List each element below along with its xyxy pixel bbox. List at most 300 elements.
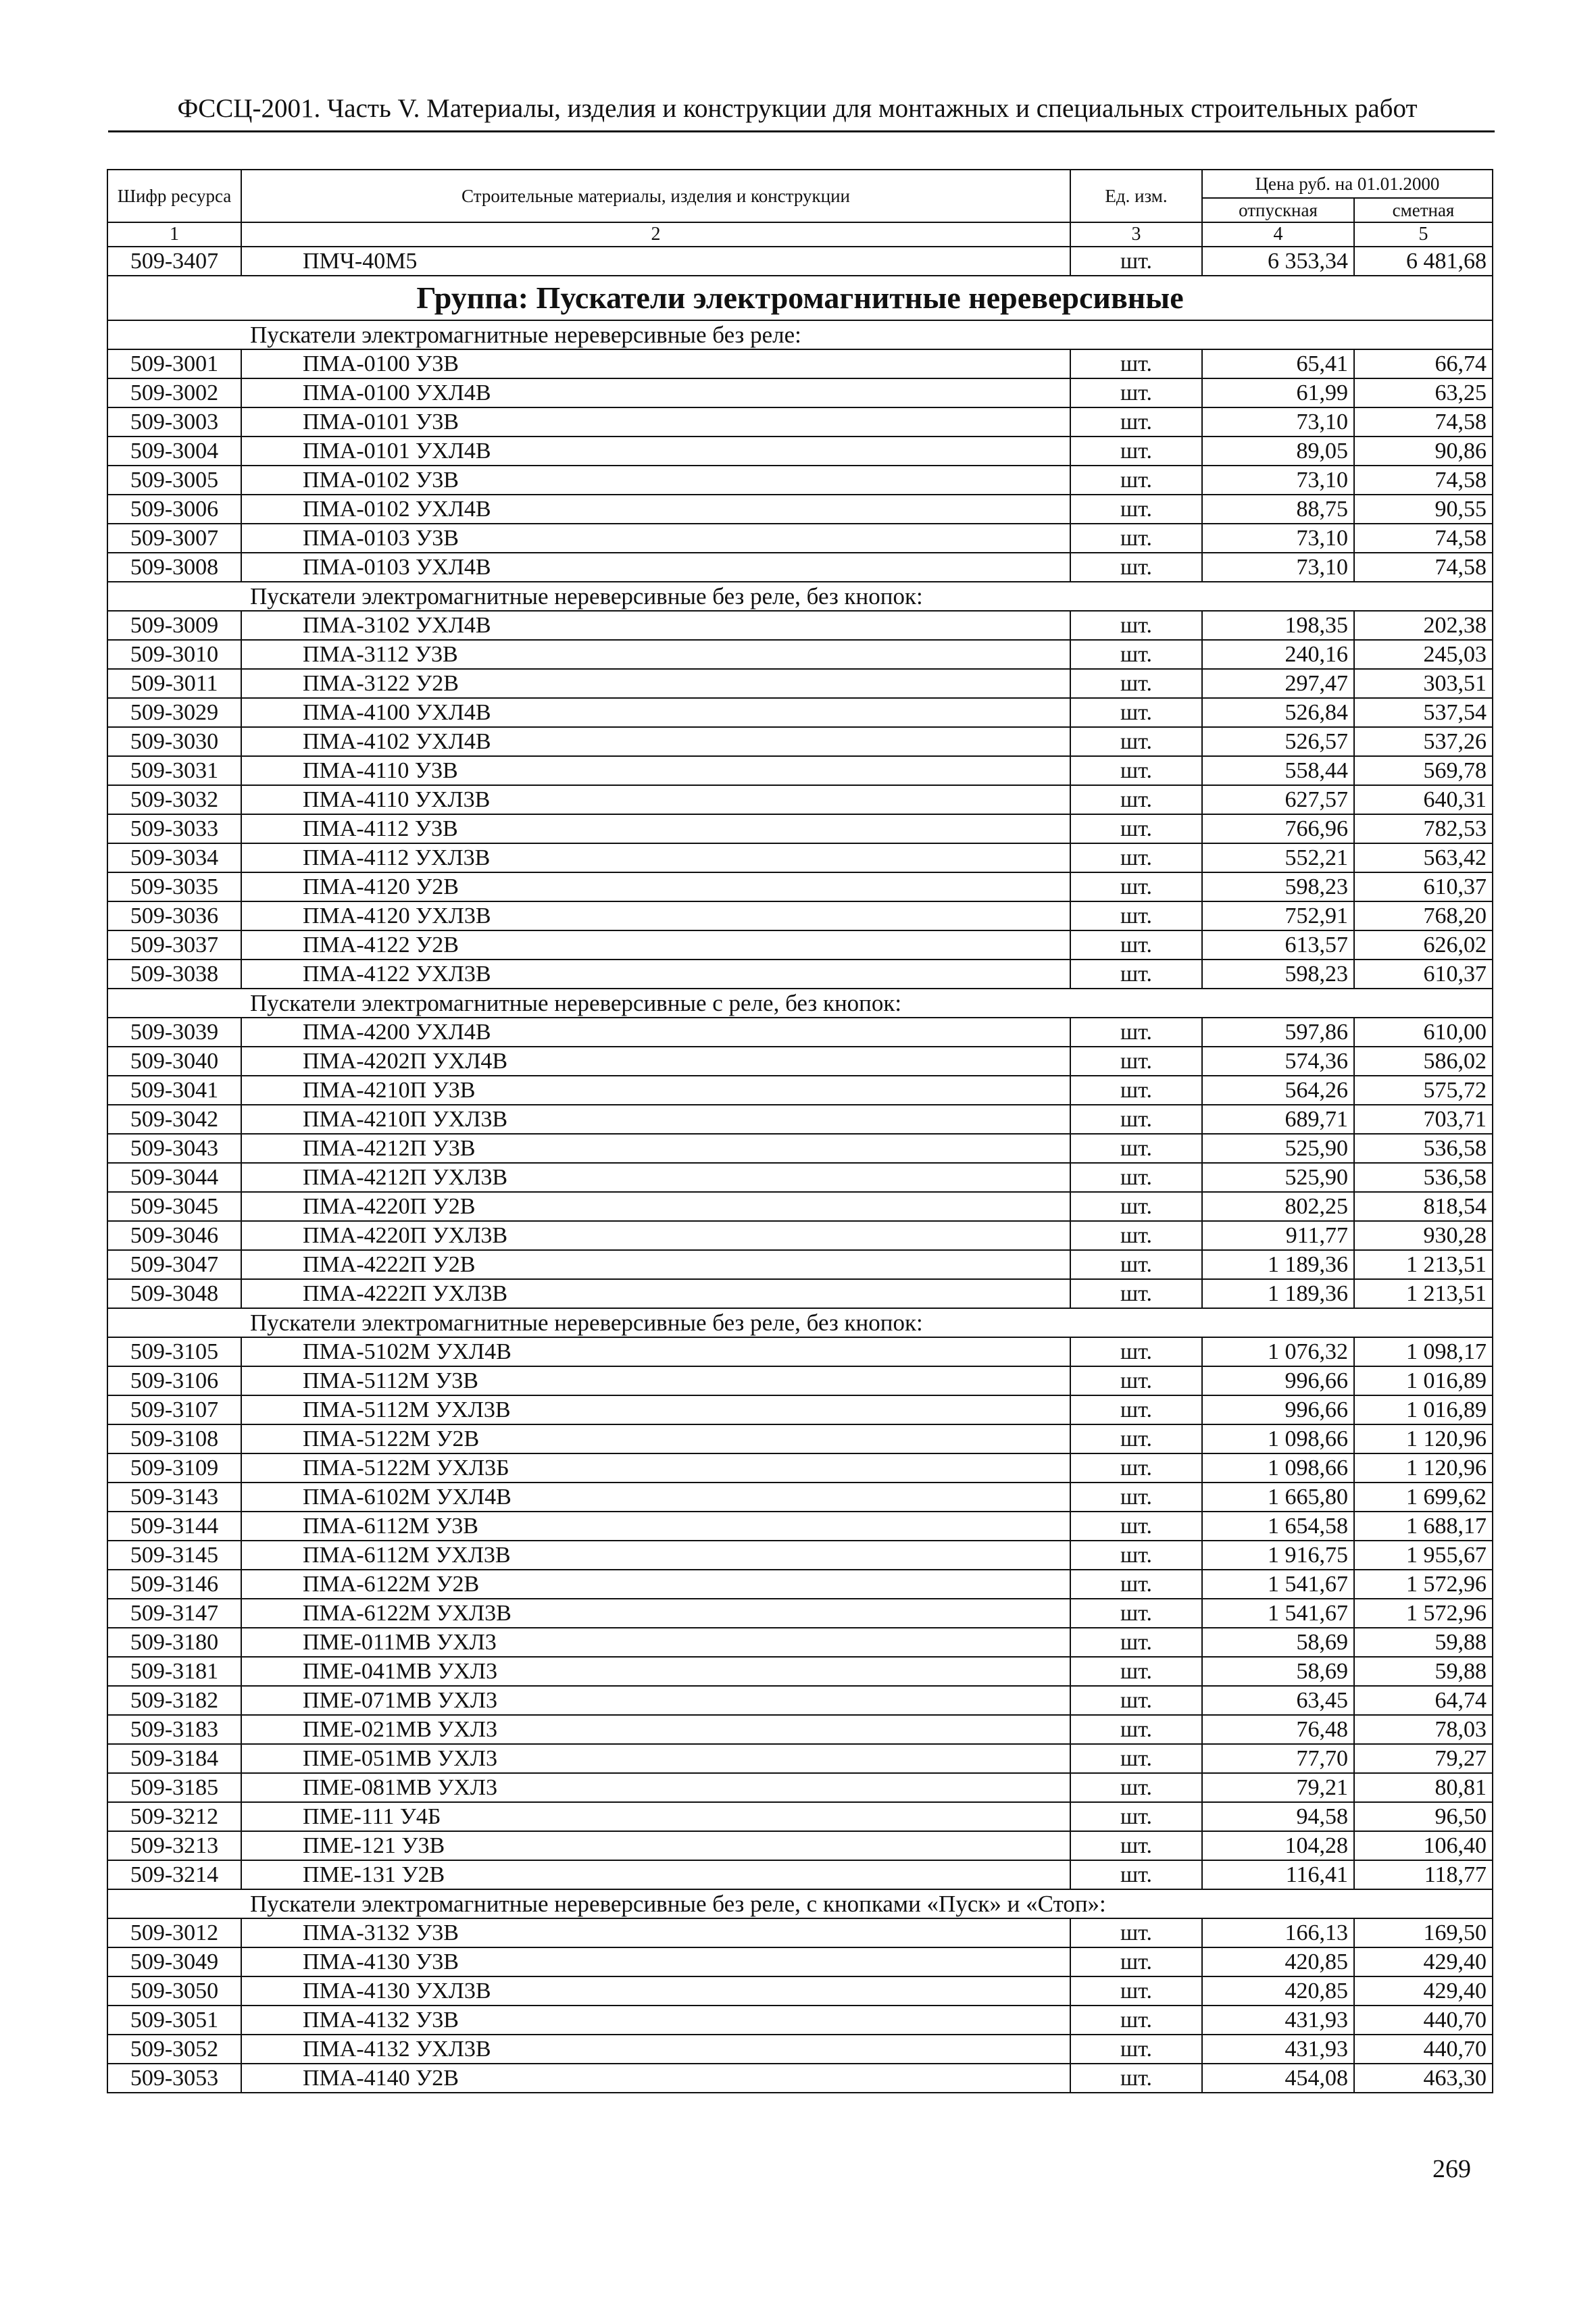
resource-code: 509-3009 xyxy=(107,611,241,640)
material-name: ПМА-4110 УХЛ3В xyxy=(241,785,1070,814)
table-row xyxy=(107,1918,1493,1947)
release-price: 1 189,36 xyxy=(1202,1279,1354,1308)
table-row xyxy=(107,785,1493,814)
unit: шт. xyxy=(1070,901,1202,930)
resource-code: 509-3002 xyxy=(107,378,241,407)
table-row xyxy=(107,930,1493,960)
unit: шт. xyxy=(1070,495,1202,524)
release-price: 79,21 xyxy=(1202,1773,1354,1802)
resource-code: 509-3144 xyxy=(107,1512,241,1541)
material-name: ПМА-4102 УХЛ4В xyxy=(241,727,1070,756)
release-price: 574,36 xyxy=(1202,1047,1354,1076)
unit: шт. xyxy=(1070,1453,1202,1483)
estimate-price: 1 213,51 xyxy=(1354,1250,1493,1279)
estimate-price: 537,26 xyxy=(1354,727,1493,756)
unit: шт. xyxy=(1070,1483,1202,1512)
material-name: ПМА-4120 УХЛ3В xyxy=(241,901,1070,930)
table-row xyxy=(107,1279,1493,1308)
material-name: ПМА-4132 У3В xyxy=(241,2006,1070,2035)
release-price: 65,41 xyxy=(1202,349,1354,378)
estimate-price: 1 572,96 xyxy=(1354,1599,1493,1628)
unit: шт. xyxy=(1070,1221,1202,1250)
estimate-price: 63,25 xyxy=(1354,378,1493,407)
material-name: ПМА-4200 УХЛ4В xyxy=(241,1018,1070,1047)
resource-code: 509-3040 xyxy=(107,1047,241,1076)
unit: шт. xyxy=(1070,1163,1202,1192)
table-row xyxy=(107,611,1493,640)
unit: шт. xyxy=(1070,640,1202,669)
estimate-price: 74,58 xyxy=(1354,553,1493,582)
release-price: 420,85 xyxy=(1202,1976,1354,2006)
resource-code: 509-3036 xyxy=(107,901,241,930)
resource-code: 509-3185 xyxy=(107,1773,241,1802)
release-price: 911,77 xyxy=(1202,1221,1354,1250)
material-name: ПМА-4112 УХЛ3В xyxy=(241,843,1070,872)
material-name: ПМА-4212П УХЛ3В xyxy=(241,1163,1070,1192)
resource-code: 509-3052 xyxy=(107,2035,241,2064)
unit: шт. xyxy=(1070,1686,1202,1715)
release-price: 89,05 xyxy=(1202,437,1354,466)
resource-code: 509-3029 xyxy=(107,698,241,727)
estimate-price: 1 699,62 xyxy=(1354,1483,1493,1512)
page-number: 269 xyxy=(1432,2155,1471,2183)
column-number-row xyxy=(107,222,1493,247)
unit: шт. xyxy=(1070,2035,1202,2064)
estimate-price: 64,74 xyxy=(1354,1686,1493,1715)
resource-code: 509-3045 xyxy=(107,1192,241,1221)
release-price: 525,90 xyxy=(1202,1134,1354,1163)
release-price: 240,16 xyxy=(1202,640,1354,669)
estimate-price: 1 572,96 xyxy=(1354,1570,1493,1599)
estimate-price: 586,02 xyxy=(1354,1047,1493,1076)
release-price: 558,44 xyxy=(1202,756,1354,785)
header-unit: Ед. изм. xyxy=(1070,170,1202,222)
material-name: ПМА-5122М У2В xyxy=(241,1424,1070,1453)
release-price: 420,85 xyxy=(1202,1947,1354,1976)
table-row xyxy=(107,1424,1493,1453)
header-estimate-price: сметная xyxy=(1354,198,1493,222)
release-price: 627,57 xyxy=(1202,785,1354,814)
estimate-price: 202,38 xyxy=(1354,611,1493,640)
material-name: ПМЕ-121 У3В xyxy=(241,1831,1070,1860)
unit: шт. xyxy=(1070,669,1202,698)
release-price: 1 916,75 xyxy=(1202,1541,1354,1570)
estimate-price: 930,28 xyxy=(1354,1221,1493,1250)
release-price: 1 654,58 xyxy=(1202,1512,1354,1541)
estimate-price: 1 120,96 xyxy=(1354,1453,1493,1483)
estimate-price: 703,71 xyxy=(1354,1105,1493,1134)
unit: шт. xyxy=(1070,349,1202,378)
estimate-price: 6 481,68 xyxy=(1354,247,1493,276)
material-name: ПМА-3122 У2В xyxy=(241,669,1070,698)
table-row xyxy=(107,1570,1493,1599)
table-row xyxy=(107,437,1493,466)
resource-code: 509-3043 xyxy=(107,1134,241,1163)
unit: шт. xyxy=(1070,756,1202,785)
release-price: 1 541,67 xyxy=(1202,1570,1354,1599)
table-row xyxy=(107,1831,1493,1860)
release-price: 6 353,34 xyxy=(1202,247,1354,276)
estimate-price: 74,58 xyxy=(1354,524,1493,553)
resource-code: 509-3006 xyxy=(107,495,241,524)
material-name: ПМА-4100 УХЛ4В xyxy=(241,698,1070,727)
table-row xyxy=(107,640,1493,669)
release-price: 766,96 xyxy=(1202,814,1354,843)
unit: шт. xyxy=(1070,2006,1202,2035)
resource-code: 509-3007 xyxy=(107,524,241,553)
subgroup-title-row xyxy=(107,1308,1493,1337)
header-code: Шифр ресурса xyxy=(107,170,241,222)
resource-code: 509-3051 xyxy=(107,2006,241,2035)
estimate-price: 768,20 xyxy=(1354,901,1493,930)
material-name: ПМЕ-041МВ УХЛ3 xyxy=(241,1657,1070,1686)
table-row xyxy=(107,378,1493,407)
table-row xyxy=(107,1976,1493,2006)
release-price: 431,93 xyxy=(1202,2006,1354,2035)
resource-code: 509-3033 xyxy=(107,814,241,843)
material-name: ПМЧ-40М5 xyxy=(241,247,1070,276)
release-price: 166,13 xyxy=(1202,1918,1354,1947)
table-row xyxy=(107,495,1493,524)
material-name: ПМА-4120 У2В xyxy=(241,872,1070,901)
resource-code: 509-3039 xyxy=(107,1018,241,1047)
estimate-price: 1 120,96 xyxy=(1354,1424,1493,1453)
release-price: 526,84 xyxy=(1202,698,1354,727)
unit: шт. xyxy=(1070,1366,1202,1395)
table-row xyxy=(107,349,1493,378)
estimate-price: 74,58 xyxy=(1354,466,1493,495)
release-price: 1 098,66 xyxy=(1202,1453,1354,1483)
estimate-price: 536,58 xyxy=(1354,1134,1493,1163)
column-number: 2 xyxy=(241,222,1070,247)
release-price: 94,58 xyxy=(1202,1802,1354,1831)
material-name: ПМЕ-131 У2В xyxy=(241,1860,1070,1889)
subgroup-title-row xyxy=(107,1889,1493,1918)
table-row xyxy=(107,698,1493,727)
unit: шт. xyxy=(1070,1512,1202,1541)
resource-code: 509-3050 xyxy=(107,1976,241,2006)
release-price: 116,41 xyxy=(1202,1860,1354,1889)
material-name: ПМА-0103 У3В xyxy=(241,524,1070,553)
table-header xyxy=(107,170,1493,247)
estimate-price: 429,40 xyxy=(1354,1947,1493,1976)
subgroup-title: Пускатели электромагнитные нереверсивные без реле, с кнопками «Пуск» и «Стоп»: xyxy=(107,1889,1493,1918)
unit: шт. xyxy=(1070,1715,1202,1744)
material-name: ПМА-0100 У3В xyxy=(241,349,1070,378)
resource-code: 509-3214 xyxy=(107,1860,241,1889)
unit: шт. xyxy=(1070,1279,1202,1308)
estimate-price: 80,81 xyxy=(1354,1773,1493,1802)
unit: шт. xyxy=(1070,1250,1202,1279)
subgroup-title: Пускатели электромагнитные нереверсивные без реле, без кнопок: xyxy=(107,1308,1493,1337)
resource-code: 509-3041 xyxy=(107,1076,241,1105)
resource-code: 509-3031 xyxy=(107,756,241,785)
table-row xyxy=(107,1453,1493,1483)
material-name: ПМА-4210П УХЛ3В xyxy=(241,1105,1070,1134)
table-row xyxy=(107,1163,1493,1192)
table-row xyxy=(107,1512,1493,1541)
header-name: Строительные материалы, изделия и конструкции xyxy=(241,170,1070,222)
material-name: ПМА-4112 У3В xyxy=(241,814,1070,843)
release-price: 58,69 xyxy=(1202,1657,1354,1686)
table-row xyxy=(107,1221,1493,1250)
estimate-price: 610,00 xyxy=(1354,1018,1493,1047)
material-name: ПМА-5112М УХЛ3В xyxy=(241,1395,1070,1424)
material-name: ПМА-0102 У3В xyxy=(241,466,1070,495)
estimate-price: 626,02 xyxy=(1354,930,1493,960)
price-table-container xyxy=(107,169,1492,2093)
estimate-price: 1 016,89 xyxy=(1354,1395,1493,1424)
unit: шт. xyxy=(1070,1192,1202,1221)
release-price: 73,10 xyxy=(1202,553,1354,582)
header-release-price: отпускная xyxy=(1202,198,1354,222)
resource-code: 509-3143 xyxy=(107,1483,241,1512)
resource-code: 509-3047 xyxy=(107,1250,241,1279)
table-row xyxy=(107,466,1493,495)
table-row xyxy=(107,960,1493,989)
price-table xyxy=(107,169,1493,2093)
material-name: ПМА-4220П У2В xyxy=(241,1192,1070,1221)
estimate-price: 536,58 xyxy=(1354,1163,1493,1192)
release-price: 1 541,67 xyxy=(1202,1599,1354,1628)
resource-code: 509-3108 xyxy=(107,1424,241,1453)
release-price: 58,69 xyxy=(1202,1628,1354,1657)
estimate-price: 440,70 xyxy=(1354,2035,1493,2064)
estimate-price: 563,42 xyxy=(1354,843,1493,872)
unit: шт. xyxy=(1070,1395,1202,1424)
resource-code: 509-3184 xyxy=(107,1744,241,1773)
table-row xyxy=(107,1076,1493,1105)
resource-code: 509-3048 xyxy=(107,1279,241,1308)
material-name: ПМА-4132 УХЛ3В xyxy=(241,2035,1070,2064)
estimate-price: 74,58 xyxy=(1354,407,1493,437)
material-name: ПМЕ-071МВ УХЛ3 xyxy=(241,1686,1070,1715)
material-name: ПМА-4202П УХЛ4В xyxy=(241,1047,1070,1076)
column-number: 4 xyxy=(1202,222,1354,247)
resource-code: 509-3407 xyxy=(107,247,241,276)
release-price: 597,86 xyxy=(1202,1018,1354,1047)
material-name: ПМА-4222П У2В xyxy=(241,1250,1070,1279)
estimate-price: 169,50 xyxy=(1354,1918,1493,1947)
estimate-price: 1 213,51 xyxy=(1354,1279,1493,1308)
material-name: ПМЕ-051МВ УХЛ3 xyxy=(241,1744,1070,1773)
estimate-price: 463,30 xyxy=(1354,2064,1493,2093)
unit: шт. xyxy=(1070,524,1202,553)
release-price: 996,66 xyxy=(1202,1366,1354,1395)
material-name: ПМА-0101 У3В xyxy=(241,407,1070,437)
resource-code: 509-3032 xyxy=(107,785,241,814)
material-name: ПМА-3132 У3В xyxy=(241,1918,1070,1947)
release-price: 525,90 xyxy=(1202,1163,1354,1192)
resource-code: 509-3034 xyxy=(107,843,241,872)
release-price: 88,75 xyxy=(1202,495,1354,524)
unit: шт. xyxy=(1070,378,1202,407)
unit: шт. xyxy=(1070,1134,1202,1163)
material-name: ПМА-0102 УХЛ4В xyxy=(241,495,1070,524)
material-name: ПМЕ-111 У4Б xyxy=(241,1802,1070,1831)
material-name: ПМА-4122 УХЛ3В xyxy=(241,960,1070,989)
estimate-price: 118,77 xyxy=(1354,1860,1493,1889)
release-price: 61,99 xyxy=(1202,378,1354,407)
resource-code: 509-3035 xyxy=(107,872,241,901)
material-name: ПМА-4220П УХЛ3В xyxy=(241,1221,1070,1250)
table-row xyxy=(107,1541,1493,1570)
unit: шт. xyxy=(1070,1337,1202,1366)
release-price: 104,28 xyxy=(1202,1831,1354,1860)
material-name: ПМА-6102М УХЛ4В xyxy=(241,1483,1070,1512)
material-name: ПМА-4212П У3В xyxy=(241,1134,1070,1163)
unit: шт. xyxy=(1070,930,1202,960)
unit: шт. xyxy=(1070,814,1202,843)
resource-code: 509-3181 xyxy=(107,1657,241,1686)
material-name: ПМА-4130 УХЛ3В xyxy=(241,1976,1070,2006)
unit: шт. xyxy=(1070,437,1202,466)
estimate-price: 78,03 xyxy=(1354,1715,1493,1744)
group-title-row xyxy=(107,276,1493,320)
material-name: ПМА-6122М УХЛ3В xyxy=(241,1599,1070,1628)
unit: шт. xyxy=(1070,785,1202,814)
release-price: 76,48 xyxy=(1202,1715,1354,1744)
resource-code: 509-3053 xyxy=(107,2064,241,2093)
material-name: ПМА-0100 УХЛ4В xyxy=(241,378,1070,407)
unit: шт. xyxy=(1070,1541,1202,1570)
resource-code: 509-3004 xyxy=(107,437,241,466)
estimate-price: 245,03 xyxy=(1354,640,1493,669)
material-name: ПМЕ-011МВ УХЛ3 xyxy=(241,1628,1070,1657)
resource-code: 509-3010 xyxy=(107,640,241,669)
release-price: 77,70 xyxy=(1202,1744,1354,1773)
release-price: 1 076,32 xyxy=(1202,1337,1354,1366)
unit: шт. xyxy=(1070,1744,1202,1773)
estimate-price: 537,54 xyxy=(1354,698,1493,727)
unit: шт. xyxy=(1070,1076,1202,1105)
table-row xyxy=(107,901,1493,930)
table-row xyxy=(107,1715,1493,1744)
table-row xyxy=(107,1250,1493,1279)
material-name: ПМА-4122 У2В xyxy=(241,930,1070,960)
unit: шт. xyxy=(1070,698,1202,727)
release-price: 198,35 xyxy=(1202,611,1354,640)
material-name: ПМА-5102М УХЛ4В xyxy=(241,1337,1070,1366)
unit: шт. xyxy=(1070,1599,1202,1628)
resource-code: 509-3106 xyxy=(107,1366,241,1395)
resource-code: 509-3147 xyxy=(107,1599,241,1628)
estimate-price: 79,27 xyxy=(1354,1744,1493,1773)
estimate-price: 610,37 xyxy=(1354,872,1493,901)
estimate-price: 569,78 xyxy=(1354,756,1493,785)
material-name: ПМА-4110 У3В xyxy=(241,756,1070,785)
material-name: ПМА-4210П У3В xyxy=(241,1076,1070,1105)
resource-code: 509-3180 xyxy=(107,1628,241,1657)
table-row xyxy=(107,1773,1493,1802)
unit: шт. xyxy=(1070,1628,1202,1657)
unit: шт. xyxy=(1070,1976,1202,2006)
subgroup-title-row xyxy=(107,989,1493,1018)
unit: шт. xyxy=(1070,843,1202,872)
header-price: Цена руб. на 01.01.2000 xyxy=(1202,170,1493,198)
table-row xyxy=(107,1599,1493,1628)
resource-code: 509-3046 xyxy=(107,1221,241,1250)
release-price: 689,71 xyxy=(1202,1105,1354,1134)
resource-code: 509-3183 xyxy=(107,1715,241,1744)
release-price: 598,23 xyxy=(1202,960,1354,989)
release-price: 297,47 xyxy=(1202,669,1354,698)
estimate-price: 1 016,89 xyxy=(1354,1366,1493,1395)
estimate-price: 575,72 xyxy=(1354,1076,1493,1105)
estimate-price: 1 688,17 xyxy=(1354,1512,1493,1541)
estimate-price: 66,74 xyxy=(1354,349,1493,378)
table-row xyxy=(107,669,1493,698)
estimate-price: 1 098,17 xyxy=(1354,1337,1493,1366)
release-price: 802,25 xyxy=(1202,1192,1354,1221)
table-row xyxy=(107,1657,1493,1686)
unit: шт. xyxy=(1070,1424,1202,1453)
unit: шт. xyxy=(1070,1831,1202,1860)
material-name: ПМА-3112 У3В xyxy=(241,640,1070,669)
group-title: Группа: Пускатели электромагнитные нереверсивные xyxy=(107,276,1493,320)
estimate-price: 429,40 xyxy=(1354,1976,1493,2006)
release-price: 63,45 xyxy=(1202,1686,1354,1715)
material-name: ПМЕ-021МВ УХЛ3 xyxy=(241,1715,1070,1744)
resource-code: 509-3107 xyxy=(107,1395,241,1424)
estimate-price: 440,70 xyxy=(1354,2006,1493,2035)
resource-code: 509-3012 xyxy=(107,1918,241,1947)
table-row xyxy=(107,1366,1493,1395)
release-price: 598,23 xyxy=(1202,872,1354,901)
table-row xyxy=(107,756,1493,785)
estimate-price: 59,88 xyxy=(1354,1628,1493,1657)
estimate-price: 59,88 xyxy=(1354,1657,1493,1686)
table-row xyxy=(107,553,1493,582)
column-number: 3 xyxy=(1070,222,1202,247)
material-name: ПМА-3102 УХЛ4В xyxy=(241,611,1070,640)
resource-code: 509-3105 xyxy=(107,1337,241,1366)
unit: шт. xyxy=(1070,1018,1202,1047)
estimate-price: 90,55 xyxy=(1354,495,1493,524)
material-name: ПМА-0103 УХЛ4В xyxy=(241,553,1070,582)
unit: шт. xyxy=(1070,611,1202,640)
unit: шт. xyxy=(1070,407,1202,437)
resource-code: 509-3030 xyxy=(107,727,241,756)
estimate-price: 1 955,67 xyxy=(1354,1541,1493,1570)
table-row xyxy=(107,2064,1493,2093)
release-price: 752,91 xyxy=(1202,901,1354,930)
release-price: 73,10 xyxy=(1202,407,1354,437)
subgroup-title: Пускатели электромагнитные нереверсивные без реле, без кнопок: xyxy=(107,582,1493,611)
unit: шт. xyxy=(1070,1860,1202,1889)
table-row xyxy=(107,1192,1493,1221)
material-name: ПМА-6122М У2В xyxy=(241,1570,1070,1599)
material-name: ПМА-6112М УХЛ3В xyxy=(241,1541,1070,1570)
table-row xyxy=(107,1686,1493,1715)
table-row xyxy=(107,814,1493,843)
estimate-price: 106,40 xyxy=(1354,1831,1493,1860)
material-name: ПМЕ-081МВ УХЛ3 xyxy=(241,1773,1070,1802)
material-name: ПМА-4222П УХЛ3В xyxy=(241,1279,1070,1308)
resource-code: 509-3182 xyxy=(107,1686,241,1715)
release-price: 613,57 xyxy=(1202,930,1354,960)
release-price: 431,93 xyxy=(1202,2035,1354,2064)
unit: шт. xyxy=(1070,1047,1202,1076)
release-price: 526,57 xyxy=(1202,727,1354,756)
release-price: 564,26 xyxy=(1202,1076,1354,1105)
material-name: ПМА-4130 У3В xyxy=(241,1947,1070,1976)
release-price: 1 189,36 xyxy=(1202,1250,1354,1279)
release-price: 454,08 xyxy=(1202,2064,1354,2093)
resource-code: 509-3001 xyxy=(107,349,241,378)
table-row xyxy=(107,1744,1493,1773)
release-price: 73,10 xyxy=(1202,524,1354,553)
